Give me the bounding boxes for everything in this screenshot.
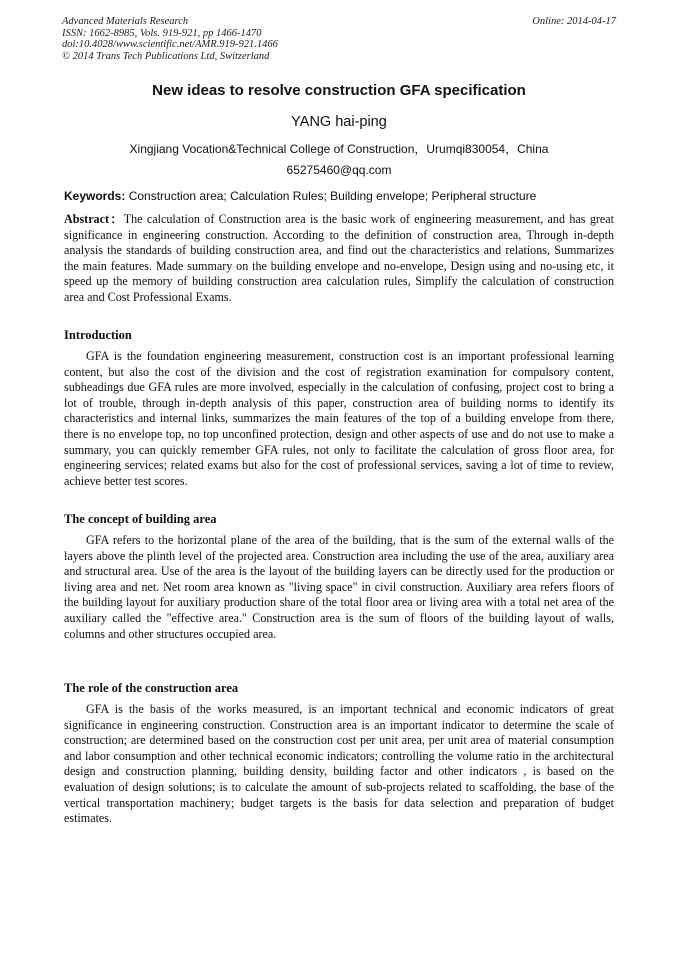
author-email: 65275460@qq.com: [286, 163, 392, 177]
section-body-concept: [64, 533, 614, 642]
section-heading-concept: The concept of building area: [64, 512, 217, 526]
abstract-label: Abstract：: [64, 212, 124, 226]
journal-doi: doi:10.4028/www.scientific.net/AMR.919-921.1466: [62, 39, 278, 51]
online-date: Online: 2014-04-17: [532, 16, 616, 27]
section-body-role: [64, 702, 614, 827]
journal-copyright: © 2014 Trans Tech Publications Ltd, Switzerland: [62, 50, 270, 62]
keywords-label: Keywords:: [64, 189, 126, 203]
abstract: [64, 212, 614, 306]
paper-title: New ideas to resolve construction GFA specification: [152, 82, 526, 99]
author-name: YANG hai-ping: [291, 114, 387, 130]
paragraph: GFA refers to the horizontal plane of the area of the building, that is the sum of the external walls of the layers above the plinth level of the projected area. Construction area including the use of the area, auxiliary area and structural area. Use of the area is the layout of the building layers can be directly used for the production or living area and net. Net room area known as "living space" in civil construction. Auxiliary area refers floors of the building layout for auxiliary production share of the total floor area or living area with a total net area of the auxiliary called the "effective area." Construction area is the sum of floors of the building layout of walls, columns and other structures occupied area.: [64, 533, 614, 641]
paragraph: GFA is the basis of the works measured, is an important technical and economic indicators of great significance in engineering construction. Construction area is an important indicator to determine the scale of construction; are determined based on the construction cost per unit area, per unit area of material consumption and labor consumption and other technical economic indicators; controlling the volume ratio in the architectural design and construction planning, building density, building factor and other indicators , is based on the evaluation of design solutions; is to calculate the amount of sub-projects related to scaffolding, the base of the vertical transportation machinery; budget targets is the basis for data selection and preparation of budget estimates.: [64, 702, 614, 826]
author-affiliation: Xingjiang Vocation&Technical College of Construction，Urumqi830054，China: [129, 142, 549, 156]
section-body-introduction: [64, 349, 614, 489]
journal-header: [62, 16, 616, 62]
keywords: [64, 189, 618, 203]
keywords-text: Construction area; Calculation Rules; Building envelope; Peripheral structure: [128, 189, 537, 203]
abstract-text: The calculation of Construction area is the basic work of engineering measurement, and has great significance in engineering construction. According to the definition of construction area, Through in-depth analysis the standards of building construction area, and find out the characteristics and relations, Summarizes the main features. Made summary on the building envelope and no-envelope, Design using and no-using etc, it speed up the memory of building construction area calculation rules, Simplify the calculation of construction area and Cost Professional Exams.: [64, 212, 614, 304]
journal-name: Advanced Materials Research: [62, 16, 189, 27]
section-heading-role: The role of the construction area: [64, 681, 239, 695]
section-heading-introduction: Introduction: [64, 328, 132, 342]
paragraph: GFA is the foundation engineering measurement, construction cost is an important professional learning content, but also the cost of the division and the cost of registration examination for compulsory content, subheadings due GFA rules are more involved, especially in the calculation of confusing, project cost to bring a lot of trouble, through in-depth analysis of this paper, construction area of building norms to identify its characteristics and internal links, summarizes the main features of the top of a building envelope from there, there is no envelope top, no top unconfined protection, design and other aspects of use and do not use to make a summary, you can quickly remember GFA rules, not only to facilitate the calculation of gross floor area, for engineering services; related exams but also for the cost of professional services, saving a lot of time to review, achieve better test scores.: [64, 349, 614, 488]
journal-issn: ISSN: 1662-8985, Vols. 919-921, pp 1466-1470: [62, 27, 262, 39]
